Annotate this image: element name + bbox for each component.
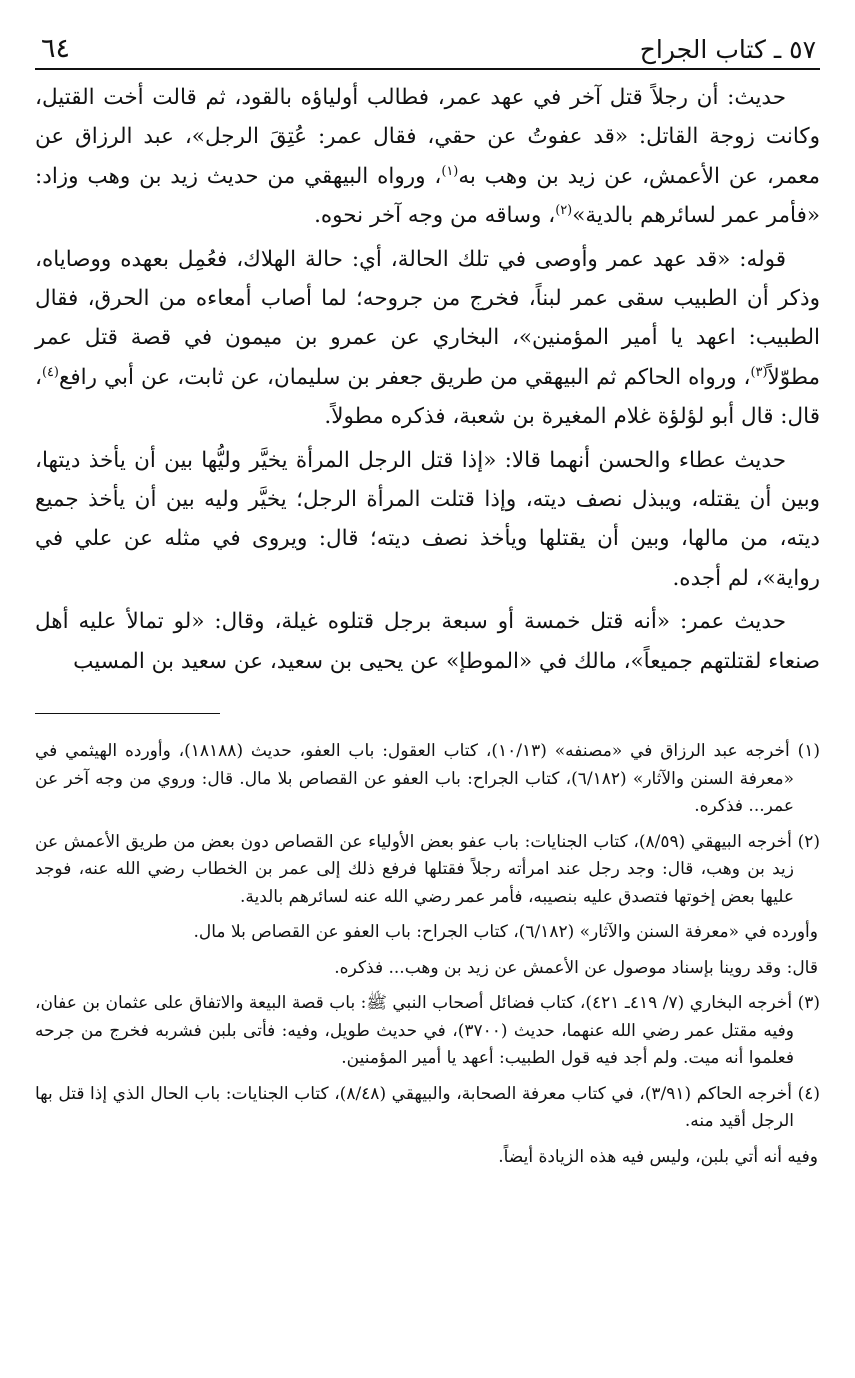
running-title: ٥٧ ـ كتاب الجراح	[639, 35, 816, 64]
footnote-continuation: وفيه أنه أتي بلبن، وليس فيه هذه الزيادة أيضاً.	[498, 1146, 818, 1167]
text-run: حديث: أن رجلاً قتل آخر في عهد عمر، فطالب أولياؤه بالقود، ثم قالت أخت القتيل، وكانت زوجة القاتل: «قد عفوتُ عن حقي، فقال عمر: عُتِقَ الرجل»، عبد الرزاق عن معمر، عن الأعمش، عن زيد بن وهب به	[35, 85, 820, 189]
footnotes	[35, 738, 820, 1179]
text-run: ، وساقه من وجه آخر نحوه.	[314, 203, 556, 229]
text-run: ، ورواه الحاكم ثم البيهقي من طريق جعفر بن سليمان، عن ثابت، عن أبي رافع	[58, 364, 751, 390]
footnote: (٤) أخرجه الحاكم (٣/٩١)، في كتاب معرفة الصحابة، والبيهقي (٨/٤٨)، كتاب الجنايات: باب الحال الذي إذا قتل بها الرجل أقيد منه.	[35, 1083, 820, 1131]
paragraph	[35, 240, 820, 437]
text-run: ، ورواه البيهقي من حديث زيد بن وهب وزاد: «فأمر عمر لسائرهم بالدية»	[35, 163, 820, 229]
page-header	[35, 28, 820, 70]
text-run: حديث عمر: «أنه قتل خمسة أو سبعة برجل قتلوه غيلة، وقال: «لو تمالأ عليه أهل صنعاء لقتلتهم جميعاً»، مالك في «الموطإ» عن يحيى بن سعيد، عن سعيد بن المسيب	[35, 609, 820, 674]
footnote-continuation: قال: وقد روينا بإسناد موصول عن الأعمش عن زيد بن وهب... فذكره.	[334, 957, 818, 978]
footnote-ref: (٢)	[555, 203, 573, 219]
footnote: (١) أخرجه عبد الرزاق في «مصنفه» (١٠/١٣)، كتاب العقول: باب العفو، حديث (١٨١٨٨)، وأورده الهيثمي في «معرفة السنن والآثار» (٦/١٨٢)، كتاب الجراح: باب العفو عن القصاص بلا مال. قال: وروي من وجه آخر عن عمر... فذكره.	[35, 741, 820, 816]
page-number: ٦٤	[41, 33, 71, 64]
footnote: (٢) أخرجه البيهقي (٨/٥٩)، كتاب الجنايات: باب عفو بعض الأولياء عن القصاص دون بعض من طريق الأعمش عن زيد بن وهب، قال: وجد رجل عند امرأته رجلاً فقتلها فرفع ذلك إلى عمر بن الخطاب رضي الله عنه، فوجد عليها بعض إخوتها فتصدق عليه بنصيبه، فأمر عمر رضي الله عنه لسائرهم بالدية.	[35, 831, 820, 907]
footnote-continuation: وأورده في «معرفة السنن والآثار» (٦/١٨٢)، كتاب الجراح: باب العفو عن القصاص بلا مال.	[193, 922, 818, 942]
footnote-ref: (٤)	[41, 364, 59, 380]
footnote: (٣) أخرجه البخاري (٧/ ٤١٩ـ ٤٢١)، كتاب فضائل أصحاب النبي ﷺ: باب قصة البيعة والاتفاق على عثمان بن عفان، وفيه مقتل عمر رضي الله عنهما، حديث (٣٧٠٠)، في حديث طويل، وفيه: فأتى بلبن فشربه فخرج من جرحه فعلموا أنه ميت. ولم أجد فيه قول الطبيب: أعهد يا أمير المؤمنين.	[35, 993, 820, 1068]
footnote-ref: (١)	[441, 163, 459, 179]
footnote-ref: (٣)	[750, 364, 768, 380]
main-text	[35, 78, 820, 685]
paragraph	[35, 441, 820, 599]
text-run: قوله: «قد عهد عمر وأوصى في تلك الحالة، أي: حالة الهلاك، فعُمِل بعهده ووصاياه، وذكر أن الطبيب سقى عمر لبناً، فخرج من جروحه؛ لما أصاب أمعاءه من الحرق، فقال الطبيب: اعهد يا أمير المؤمنين»، البخاري عن عمرو بن ميمون في قصة قتل عمر مطوّلاً	[35, 246, 820, 390]
paragraph	[35, 78, 820, 236]
paragraph	[35, 602, 820, 681]
footnote-separator	[35, 713, 220, 714]
text-run: ، قال: قال أبو لؤلؤة غلام المغيرة بن شعبة، فذكره مطولاً.	[35, 364, 820, 430]
text-run: حديث عطاء والحسن أنهما قالا: «إذا قتل الرجل المرأة يخيَّر وليُّها بين أن يأخذ ديتها، وبين أن يقتله، ويبذل نصف ديته، وإذا قتلت المرأة الرجل؛ يخيَّر وليه بين أن يأخذ جميع ديته، من مالها، وبين أن يقتلها ويأخذ نصف ديته؛ قال: ويروى في مثله عن علي في رواية»، لم أجده.	[35, 447, 820, 591]
